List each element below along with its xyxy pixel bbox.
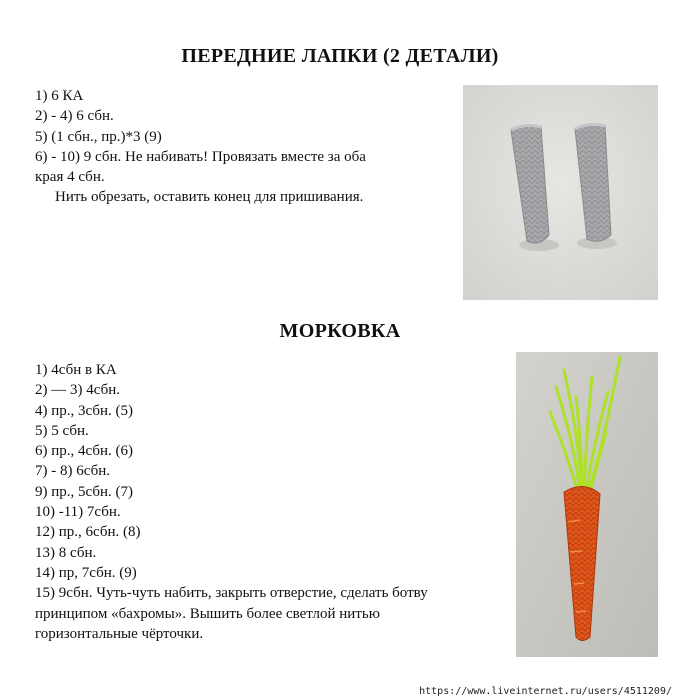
instruction-line: 6) пр., 4сбн. (6) (35, 443, 134, 460)
instruction-line: 7) - 8) 6сбн. (35, 463, 110, 480)
instruction-line: 1) 4сбн в КА (35, 362, 117, 378)
instruction-line: принципом «бахромы». Вышить более светлой нитью (35, 605, 380, 622)
section2-title: МОРКОВКА (279, 320, 401, 342)
instruction-line: Нить обрезать, оставить конец для пришивания. (55, 189, 364, 206)
instruction-line: края 4 сбн. (35, 169, 105, 186)
instruction-line: 6) - 10) 9 сбн. Не набивать! Провязать вместе за оба (35, 148, 366, 165)
instruction-line: 13) 8 сбн. (35, 544, 97, 561)
carrot-photo (516, 352, 658, 657)
instruction-line: 1) 6 КА (35, 88, 84, 104)
section1-instructions (35, 86, 366, 208)
instruction-line: 12) пр., 6сбн. (8) (35, 524, 141, 541)
instruction-line: 15) 9сбн. Чуть-чуть набить, закрыть отверстие, сделать ботву (35, 585, 428, 602)
instruction-line: 10) -11) 7сбн. (35, 504, 121, 521)
paws-photo (463, 85, 658, 300)
instruction-line: 2) - 4) 6 сбн. (35, 108, 114, 125)
footer-url[interactable]: https://www.liveinternet.ru/users/4511209/ (419, 686, 672, 697)
instruction-line: 14) пр, 7сбн. (9) (35, 564, 137, 581)
section1-title: ПЕРЕДНИЕ ЛАПКИ (2 ДЕТАЛИ) (181, 45, 499, 67)
section2-instructions (35, 360, 428, 644)
instruction-line: 9) пр., 5сбн. (7) (35, 483, 134, 500)
instruction-line: 2) — 3) 4сбн. (35, 382, 120, 399)
instruction-line: горизонтальные чёрточки. (35, 625, 204, 642)
instruction-line: 5) 5 сбн. (35, 422, 89, 439)
instruction-line: 4) пр., 3сбн. (5) (35, 402, 134, 419)
instruction-line: 5) (1 сбн., пр.)*3 (9) (35, 128, 162, 145)
